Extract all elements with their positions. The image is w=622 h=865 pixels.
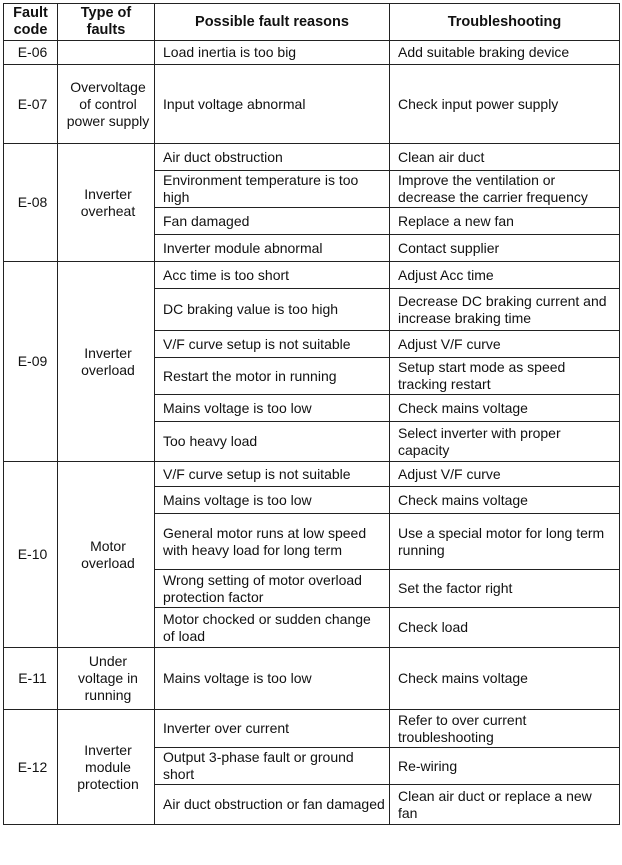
fault-reason-cell: Mains voltage is too low — [155, 487, 390, 514]
fault-reason-cell: Motor chocked or sudden change of load — [155, 608, 390, 648]
table-header — [4, 4, 620, 41]
fault-type-cell: Inverter overload — [58, 262, 155, 462]
table-row — [4, 41, 620, 65]
fault-code-cell: E-08 — [4, 144, 58, 262]
header-possible-fault-reasons: Possible fault reasons — [155, 4, 390, 41]
fault-reason-cell: Too heavy load — [155, 422, 390, 462]
troubleshooting-cell: Replace a new fan — [390, 208, 620, 235]
fault-type-cell: Under voltage in running — [58, 648, 155, 710]
header-type-of-faults: Type of faults — [58, 4, 155, 41]
fault-code-cell: E-09 — [4, 262, 58, 462]
troubleshooting-cell: Use a special motor for long term running — [390, 514, 620, 570]
fault-reason-cell: Mains voltage is too low — [155, 395, 390, 422]
header-troubleshooting: Troubleshooting — [390, 4, 620, 41]
fault-table — [3, 3, 620, 825]
fault-reason-cell: V/F curve setup is not suitable — [155, 462, 390, 487]
table-row — [4, 710, 620, 748]
troubleshooting-cell: Check mains voltage — [390, 395, 620, 422]
fault-type-cell: Inverter module protection — [58, 710, 155, 825]
fault-code-cell: E-06 — [4, 41, 58, 65]
fault-reason-cell: Environment temperature is too high — [155, 171, 390, 208]
troubleshooting-cell: Select inverter with proper capacity — [390, 422, 620, 462]
table-body — [4, 41, 620, 825]
fault-reason-cell: V/F curve setup is not suitable — [155, 331, 390, 358]
troubleshooting-cell: Re-wiring — [390, 748, 620, 785]
fault-reason-cell: General motor runs at low speed with heavy load for long term — [155, 514, 390, 570]
fault-reason-cell: Output 3-phase fault or ground short — [155, 748, 390, 785]
fault-code-cell: E-10 — [4, 462, 58, 648]
fault-reason-cell: Restart the motor in running — [155, 358, 390, 395]
troubleshooting-cell: Check input power supply — [390, 65, 620, 144]
troubleshooting-cell: Add suitable braking device — [390, 41, 620, 65]
header-fault-code: Fault code — [4, 4, 58, 41]
header-row — [4, 4, 620, 41]
troubleshooting-cell: Decrease DC braking current and increase braking time — [390, 289, 620, 331]
fault-reason-cell: Load inertia is too big — [155, 41, 390, 65]
troubleshooting-cell: Adjust Acc time — [390, 262, 620, 289]
troubleshooting-cell: Set the factor right — [390, 570, 620, 608]
troubleshooting-cell: Improve the ventilation or decrease the carrier frequency — [390, 171, 620, 208]
fault-type-cell — [58, 41, 155, 65]
troubleshooting-cell: Check mains voltage — [390, 648, 620, 710]
fault-type-cell: Inverter overheat — [58, 144, 155, 262]
table-row — [4, 144, 620, 171]
fault-reason-cell: Acc time is too short — [155, 262, 390, 289]
troubleshooting-cell: Check mains voltage — [390, 487, 620, 514]
fault-type-cell: Overvoltage of control power supply — [58, 65, 155, 144]
troubleshooting-cell: Check load — [390, 608, 620, 648]
troubleshooting-cell: Contact supplier — [390, 235, 620, 262]
fault-reason-cell: DC braking value is too high — [155, 289, 390, 331]
table-row — [4, 65, 620, 144]
troubleshooting-cell: Adjust V/F curve — [390, 462, 620, 487]
troubleshooting-cell: Setup start mode as speed tracking restart — [390, 358, 620, 395]
fault-reason-cell: Air duct obstruction — [155, 144, 390, 171]
fault-reason-cell: Fan damaged — [155, 208, 390, 235]
fault-reason-cell: Air duct obstruction or fan damaged — [155, 785, 390, 825]
troubleshooting-cell: Refer to over current troubleshooting — [390, 710, 620, 748]
fault-code-cell: E-07 — [4, 65, 58, 144]
fault-code-cell: E-12 — [4, 710, 58, 825]
troubleshooting-cell: Clean air duct — [390, 144, 620, 171]
fault-reason-cell: Inverter module abnormal — [155, 235, 390, 262]
fault-reason-cell: Mains voltage is too low — [155, 648, 390, 710]
fault-reason-cell: Wrong setting of motor overload protection factor — [155, 570, 390, 608]
table-row — [4, 648, 620, 710]
fault-code-cell: E-11 — [4, 648, 58, 710]
table-row — [4, 262, 620, 289]
troubleshooting-cell: Adjust V/F curve — [390, 331, 620, 358]
fault-type-cell: Motor overload — [58, 462, 155, 648]
table-row — [4, 462, 620, 487]
fault-reason-cell: Input voltage abnormal — [155, 65, 390, 144]
fault-reason-cell: Inverter over current — [155, 710, 390, 748]
troubleshooting-cell: Clean air duct or replace a new fan — [390, 785, 620, 825]
